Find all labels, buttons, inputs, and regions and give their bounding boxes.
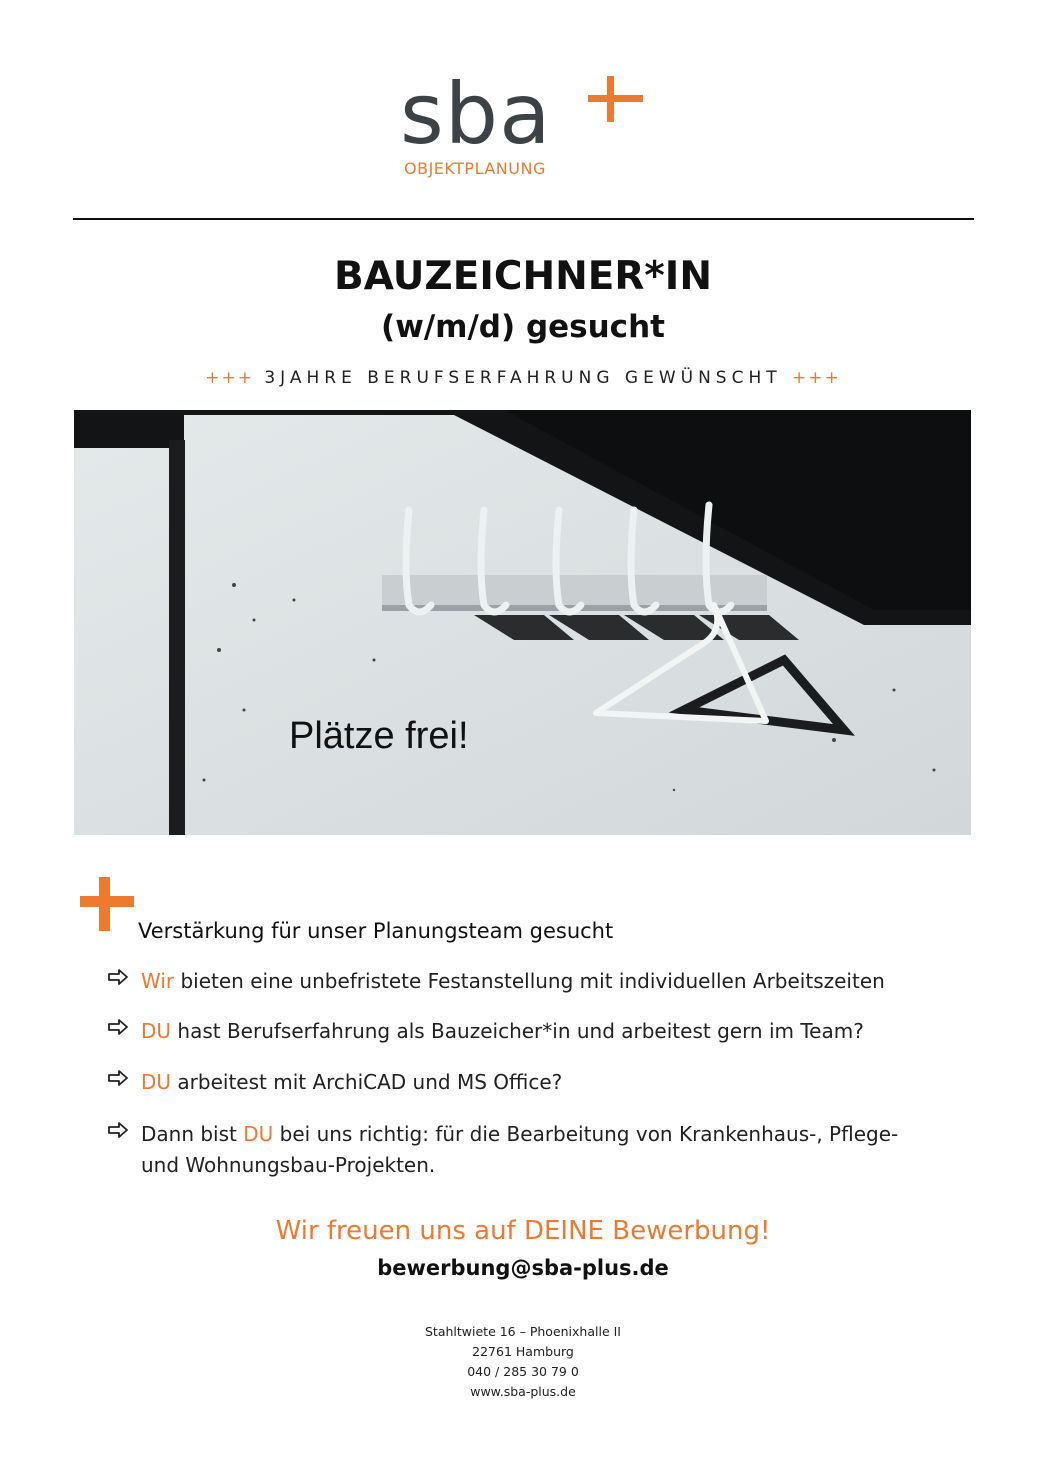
email-link[interactable]: bewerbung@sba-plus.de xyxy=(377,1256,669,1280)
logo-wordmark: sba xyxy=(400,65,552,163)
website-link[interactable]: www.sba-plus.de xyxy=(470,1384,576,1399)
highlight: DU xyxy=(141,1019,172,1043)
tagline xyxy=(0,368,1046,388)
tagline-text: 3JAHRE BERUFSERFAHRUNG GEWÜNSCHT xyxy=(264,368,782,388)
highlight: DU xyxy=(141,1070,172,1094)
logo-subline: OBJEKTPLANUNG xyxy=(404,159,546,178)
address-street: Stahltwiete 16 – Phoenixhalle II xyxy=(424,1324,621,1339)
phone-number: 040 / 285 30 79 0 xyxy=(467,1364,579,1379)
hero-photo xyxy=(74,410,971,835)
tagline-prefix: +++ xyxy=(205,368,254,388)
page-subtitle: (w/m/d) gesucht xyxy=(381,309,665,345)
bullet-text: hast Berufserfahrung als Bauzeicher*in und arbeitest gern im Team? xyxy=(171,1019,864,1043)
bullet-text: bieten eine unbefristete Festanstellung mit individuellen Arbeitszeiten xyxy=(174,969,885,993)
plus-icon xyxy=(80,877,134,931)
tagline-suffix: +++ xyxy=(792,368,841,388)
address-city: 22761 Hamburg xyxy=(472,1344,574,1359)
bullet-text: arbeitest mit ArchiCAD und MS Office? xyxy=(171,1070,563,1094)
arrow-right-icon xyxy=(108,969,128,985)
plus-icon xyxy=(581,76,643,122)
arrow-right-icon xyxy=(108,1070,128,1086)
section-heading: Verstärkung für unser Planungsteam gesucht xyxy=(138,919,614,943)
address-block xyxy=(0,1322,1046,1402)
highlight: Wir xyxy=(141,969,175,993)
bullet-text: und Wohnungsbau-Projekten. xyxy=(141,1153,436,1177)
bullet-text: bei uns richtig: für die Bearbeitung von Krankenhaus-, Pflege- xyxy=(273,1122,899,1146)
coat-rack-illustration xyxy=(74,410,971,835)
highlight: DU xyxy=(243,1122,274,1146)
call-to-action: Wir freuen uns auf DEINE Bewerbung! xyxy=(275,1216,771,1246)
photo-caption: Plätze frei! xyxy=(289,715,469,757)
bullet-text: Dann bist xyxy=(141,1122,244,1146)
arrow-right-icon xyxy=(108,1122,128,1138)
arrow-right-icon xyxy=(108,1019,128,1035)
divider xyxy=(73,218,974,220)
page-title: BAUZEICHNER*IN xyxy=(334,254,712,299)
